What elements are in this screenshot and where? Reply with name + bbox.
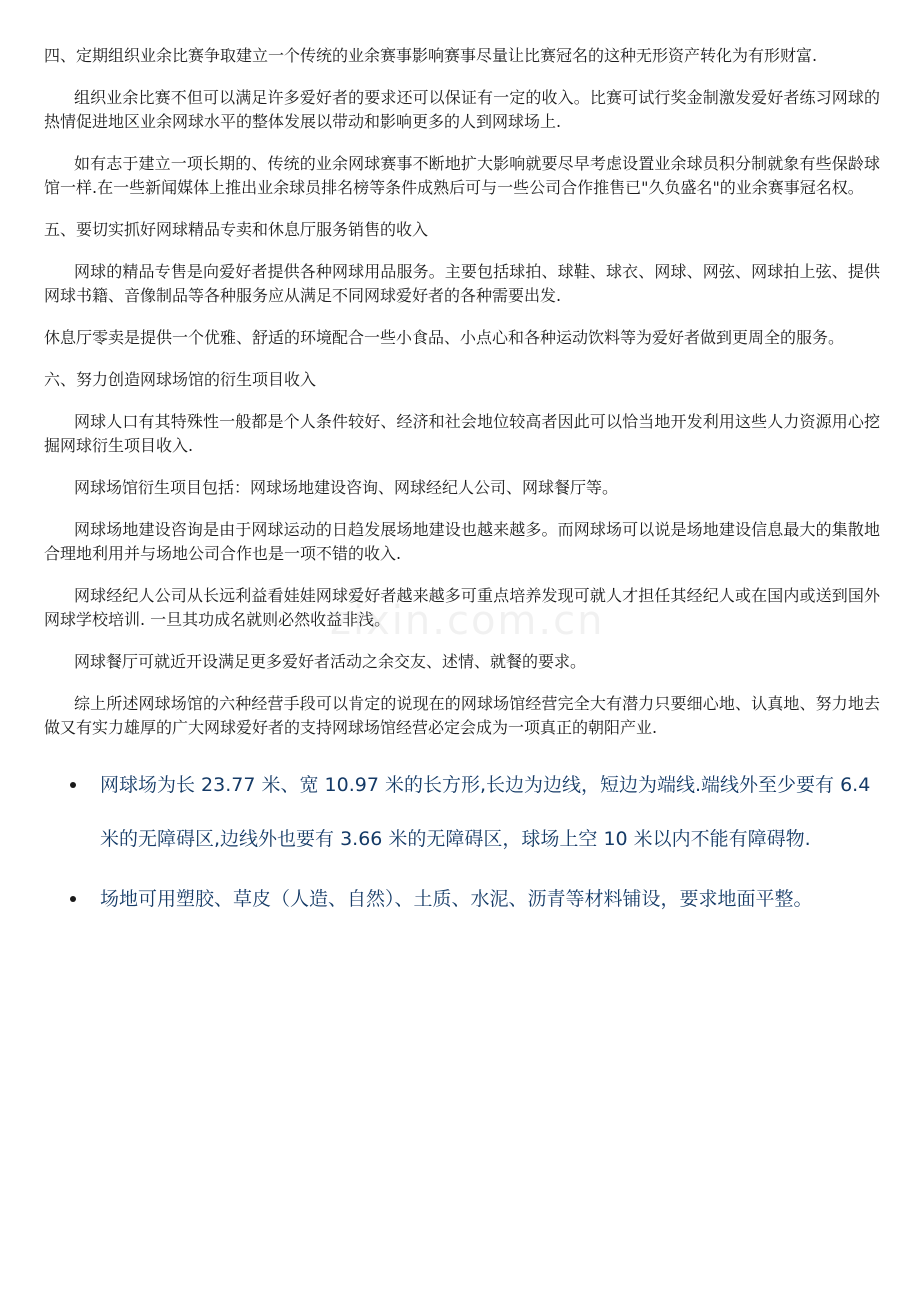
paragraph-section-4-heading: 四、定期组织业余比赛争取建立一个传统的业余赛事影响赛事尽量让比赛冠名的这种无形资产转化为有形财富. [44, 46, 818, 65]
paragraph-pro-shop: 网球的精品专售是向爱好者提供各种网球用品服务。主要包括球拍、球鞋、球衣、网球、网弦、网球拍上弦、提供网球书籍、音像制品等各种服务应从满足不同网球爱好者的各种需要出发. [44, 262, 880, 305]
paragraph-tennis-population: 网球人口有其特殊性一般都是个人条件较好、经济和社会地位较高者因此可以恰当地开发利用这些人力资源用心挖掘网球衍生项目收入. [44, 412, 880, 455]
document-body [44, 44, 880, 932]
paragraph-section-5-heading: 五、要切实抓好网球精品专卖和休息厅服务销售的收入 [44, 220, 429, 239]
paragraph-tennis-restaurant: 网球餐厅可就近开设满足更多爱好者活动之余交友、述情、就餐的要求。 [74, 652, 587, 671]
court-spec-list [44, 758, 880, 926]
list-item-text: 网球场为长 23.77 米、宽 10.97 米的长方形,长边为边线，短边为端线.端线外至少要有 6.4 米的无障碍区,边线外也要有 3.66 米的无障碍区，球场上空 10 米以内不能有障碍物. [100, 774, 871, 850]
paragraph-conclusion: 综上所述网球场馆的六种经营手段可以肯定的说现在的网球场馆经营完全大有潜力只要细心地、认真地、努力地去做又有实力雄厚的广大网球爱好者的支持网球场馆经营必定会成为一项真正的朝阳产业. [44, 694, 880, 737]
bullet-dot-icon [70, 782, 76, 788]
watermark: zixin.com.cn [330, 598, 605, 644]
list-item [44, 872, 880, 926]
paragraph-derivative-projects: 网球场馆衍生项目包括：网球场地建设咨询、网球经纪人公司、网球餐厅等。 [74, 478, 619, 497]
paragraph-amateur-competition: 组织业余比赛不但可以满足许多爱好者的要求还可以保证有一定的收入。比赛可试行奖金制激发爱好者练习网球的热情促进地区业余网球水平的整体发展以带动和影响更多的人到网球场上. [44, 88, 880, 131]
list-item-text: 场地可用塑胶、草皮（人造、自然）、土质、水泥、沥青等材料铺设，要求地面平整。 [100, 888, 813, 910]
paragraph-section-6-heading: 六、努力创造网球场馆的衍生项目收入 [44, 370, 317, 389]
paragraph-lounge-retail: 休息厅零卖是提供一个优雅、舒适的环境配合一些小食品、小点心和各种运动饮料等为爱好者做到更周全的服务。 [44, 328, 845, 347]
paragraph-agent-company: 网球经纪人公司从长远利益看娃娃网球爱好者越来越多可重点培养发现可就人才担任其经纪人或在国内或送到国外网球学校培训. 一旦其功成名就则必然收益非浅。 [44, 586, 880, 629]
paragraph-points-system: 如有志于建立一项长期的、传统的业余网球赛事不断地扩大影响就要尽早考虑设置业余球员积分制就象有些保龄球馆一样.在一些新闻媒体上推出业余球员排名榜等条件成熟后可与一些公司合作推售已"久负盛名"的业余赛事冠名权。 [44, 154, 880, 197]
bullet-dot-icon [70, 896, 76, 902]
paragraph-venue-consulting: 网球场地建设咨询是由于网球运动的日趋发展场地建设也越来越多。而网球场可以说是场地建设信息最大的集散地合理地利用并与场地公司合作也是一项不错的收入. [44, 520, 880, 563]
list-item [44, 758, 880, 866]
